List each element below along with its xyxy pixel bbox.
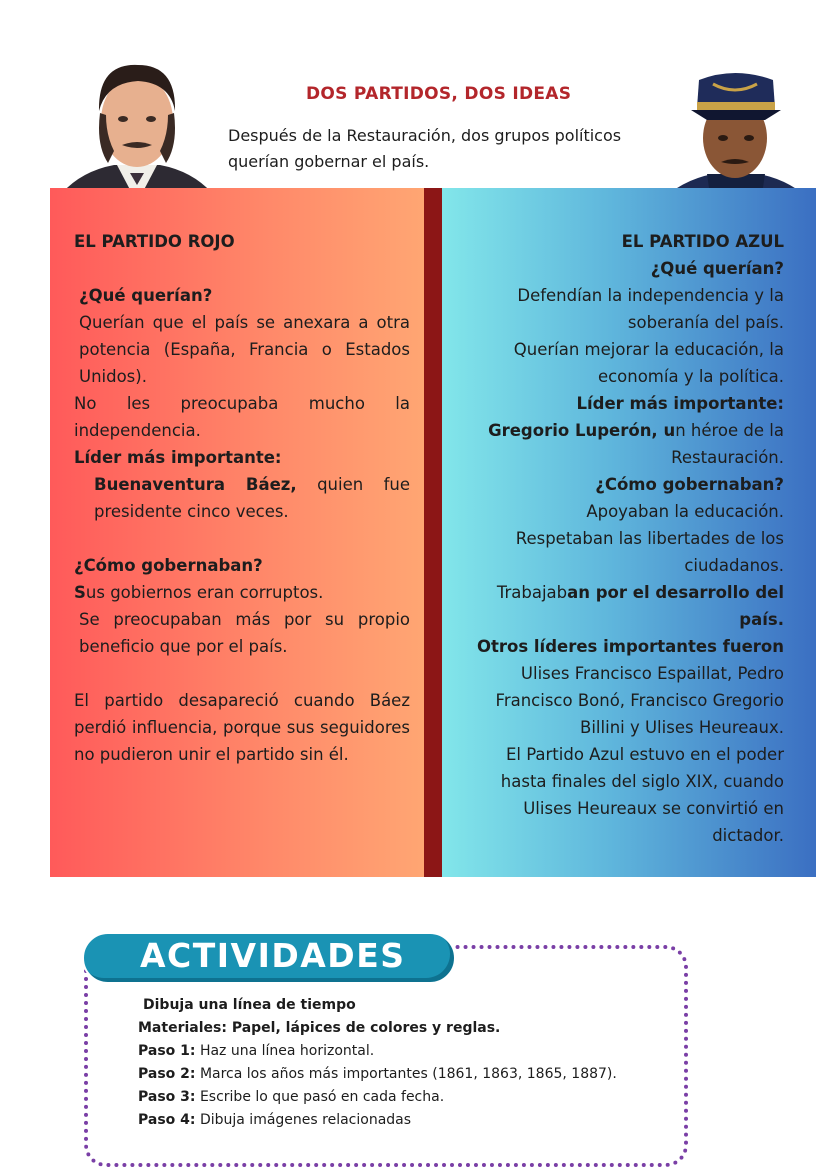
rojo-leader-label: Líder más importante: [74, 448, 282, 467]
step-3-text: Escribe lo que pasó en cada fecha. [199, 1089, 445, 1105]
azul-answer-1: Defendían la independencia y la soberanía del país. [517, 286, 784, 332]
actividades-task: Dibuja una línea de tiempo [143, 997, 356, 1013]
column-divider [424, 188, 442, 877]
rojo-ending: El partido desapareció cuando Báez perdió influencia, porque sus seguidores no pudieron unir el partido sin él. [74, 691, 410, 764]
rojo-answer-2 [74, 579, 410, 606]
step-1-text: Haz una línea horizontal. [199, 1043, 375, 1059]
rojo-answer-2-rest: us gobiernos eran corruptos. [85, 583, 324, 602]
azul-question-1: ¿Qué querían? [650, 259, 784, 278]
azul-others: Ulises Francisco Espaillat, Pedro Francisco Bonó, Francisco Gregorio Billini y Ulises Heureaux. [495, 664, 784, 737]
intro-text: Después de la Restauración, dos grupos políticos querían gobernar el país. [228, 126, 622, 171]
azul-answer-2c-bold: an por el desarrollo del país. [567, 583, 784, 629]
page-title: DOS PARTIDOS, DOS IDEAS [306, 84, 572, 104]
step-2 [138, 1063, 621, 1086]
rojo-leader-desc: quien fue presidente cinco veces. [94, 475, 410, 521]
rojo-leader [74, 471, 410, 525]
step-4-label: Paso 4: [138, 1112, 196, 1128]
azul-answer-2c-normal: Trabajab [496, 583, 568, 602]
azul-answer-2b: Respetaban las libertades de los ciudadanos. [515, 529, 784, 575]
step-2-text: Marca los años más importantes (1861, 1863, 1865, 1887). [199, 1066, 617, 1082]
actividades-title: ACTIVIDADES [140, 936, 406, 975]
azul-ending: El Partido Azul estuvo en el poder hasta finales del siglo XIX, cuando Ulises Heureaux se convirtió en dictador. [500, 745, 784, 845]
rojo-answer-1b-end: independencia. [74, 421, 201, 440]
azul-question-2: ¿Cómo gobernaban? [595, 475, 784, 494]
azul-leader-label: Líder más importante: [576, 394, 784, 413]
step-4-text: Dibuja imágenes relacionadas [199, 1112, 412, 1128]
partido-rojo-column [74, 228, 410, 768]
rojo-heading: EL PARTIDO ROJO [74, 232, 235, 251]
step-3 [138, 1086, 621, 1109]
rojo-answer-1: Querían que el país se anexara a otra potencia (España, Francia o Estados Unidos). [79, 313, 410, 386]
step-3-label: Paso 3: [138, 1089, 196, 1105]
rojo-answer-1b: No les preocupaba mucho la [74, 394, 410, 413]
step-2-label: Paso 2: [138, 1066, 196, 1082]
azul-answer-2: Apoyaban la educación. [586, 502, 784, 521]
azul-leader-desc: n héroe de la Restauración. [671, 421, 784, 467]
azul-leader [470, 417, 784, 471]
step-1-label: Paso 1: [138, 1043, 196, 1059]
actividades-content [138, 994, 621, 1132]
step-4 [138, 1109, 621, 1132]
azul-answer-2c [470, 579, 784, 633]
rojo-question-2: ¿Cómo gobernaban? [74, 556, 263, 575]
azul-answer-1b: Querían mejorar la educación, la economía y la política. [513, 340, 784, 386]
actividades-materials: Materiales: Papel, lápices de colores y reglas. [138, 1020, 501, 1036]
azul-others-label: Otros líderes importantes fueron [476, 637, 784, 656]
partido-azul-column [470, 228, 784, 849]
rojo-question-1: ¿Qué querían? [79, 286, 213, 305]
azul-leader-name: Gregorio Luperón, u [488, 421, 676, 440]
step-1 [138, 1040, 621, 1063]
rojo-answer-2b: Se preocupaban más por su propio beneficio que por el país. [79, 610, 410, 656]
azul-heading: EL PARTIDO AZUL [621, 232, 784, 251]
rojo-leader-name: Buenaventura Báez, [94, 475, 297, 494]
rojo-answer-2-first: S [74, 583, 86, 602]
